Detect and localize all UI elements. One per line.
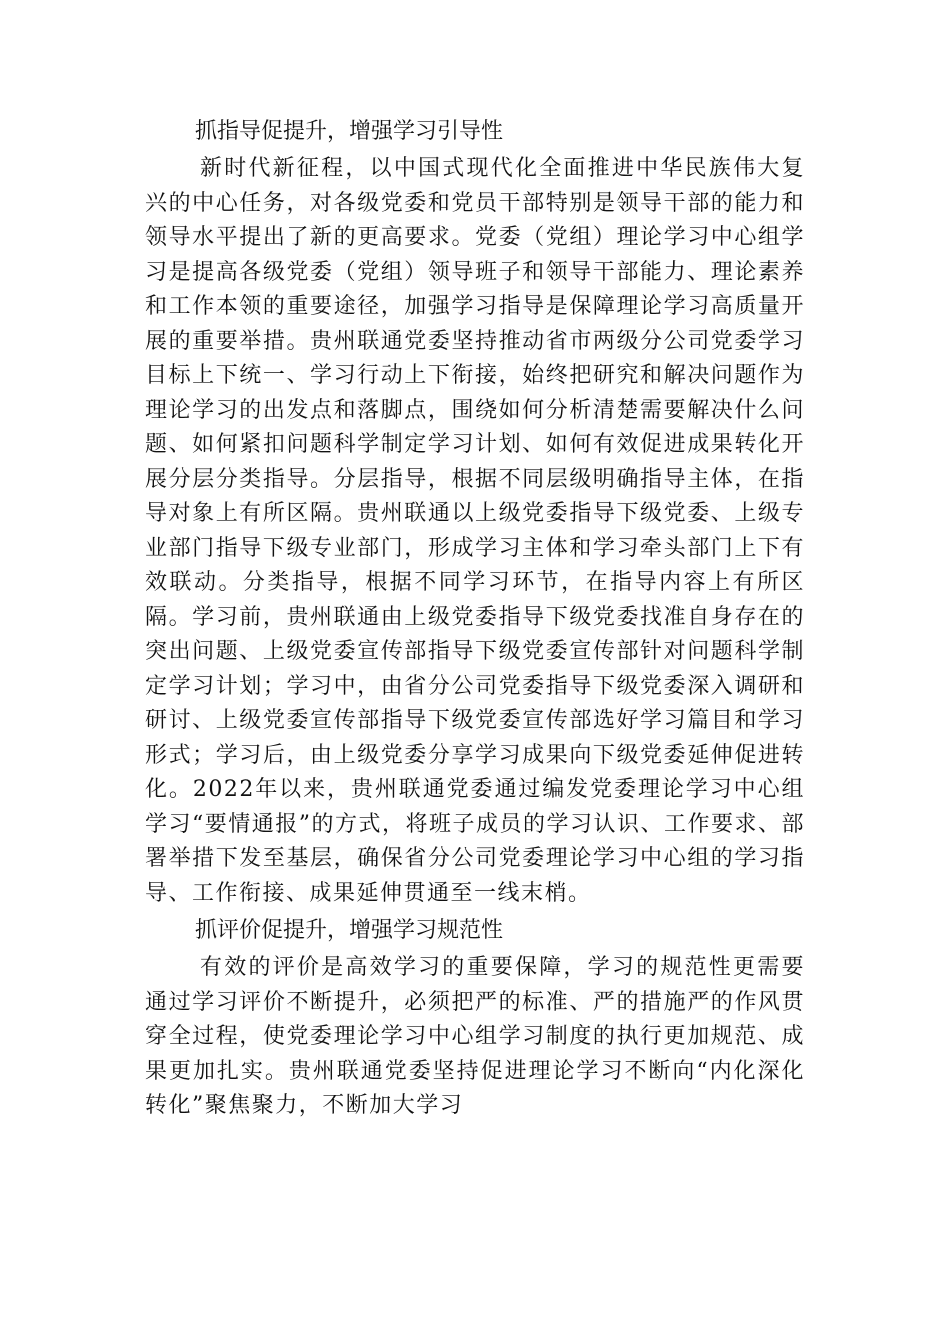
section-heading: 抓指导促提升，增强学习引导性 — [195, 119, 504, 144]
section-heading: 抓评价促提升，增强学习规范性 — [195, 918, 504, 943]
section-paragraph: 新时代新征程，以中国式现代化全面推进中华民族伟大复兴的中心任务，对各级党委和党员干部特别是领导干部的能力和领导水平提出了新的更高要求。党委（党组）理论学习中心组学习是提高各级党委（党组）领导班子和领导干部能力、理论素养和工作本领的重要途径，加强学习指导是保障理论学习高质量开展的重要举措。贵州联通党委坚持推动省市两级分公司党委学习目标上下统一、学习行动上下衔接，始终把研究和解决问题作为理论学习的出发点和落脚点，围绕如何分析清楚需要解决什么问题、如何紧扣问题科学制定学习计划、如何有效促进成果转化开展分层分类指导。分层指导，根据不同层级明确指导主体，在指导对象上有所区隔。贵州联通以上级党委指导下级党委、上级专业部门指导下级专业部门，形成学习主体和学习牵头部门上下有效联动。分类指导，根据不同学习环节，在指导内容上有所区隔。学习前，贵州联通由上级党委指导下级党委找准自身存在的突出问题、上级党委宣传部指导下级党委宣传部针对问题科学制定学习计划；学习中，由省分公司党委指导下级党委深入调研和研讨、上级党委宣传部指导下级党委宣传部选好学习篇目和学习形式；学习后，由上级党委分享学习成果向下级党委延伸促进转化。2022年以来，贵州联通党委通过编发党委理论学习中心组学习“要情通报”的方式，将班子成员的学习认识、工作要求、部署举措下发至基层，确保省分公司党委理论学习中心组的学习指导、工作衔接、成果延伸贯通至一线末梢。 — [145, 156, 805, 906]
section-paragraph: 有效的评价是高效学习的重要保障，学习的规范性更需要通过学习评价不断提升，必须把严的标准、严的措施严的作风贯穿全过程，使党委理论学习中心组学习制度的执行更加规范、成果更加扎实。贵州联通党委坚持促进理论学习不断向“内化深化转化”聚焦聚力，不断加大学习 — [145, 955, 805, 1118]
document-page — [145, 112, 805, 1124]
section-guidance — [145, 112, 805, 911]
section-evaluation — [145, 911, 805, 1124]
